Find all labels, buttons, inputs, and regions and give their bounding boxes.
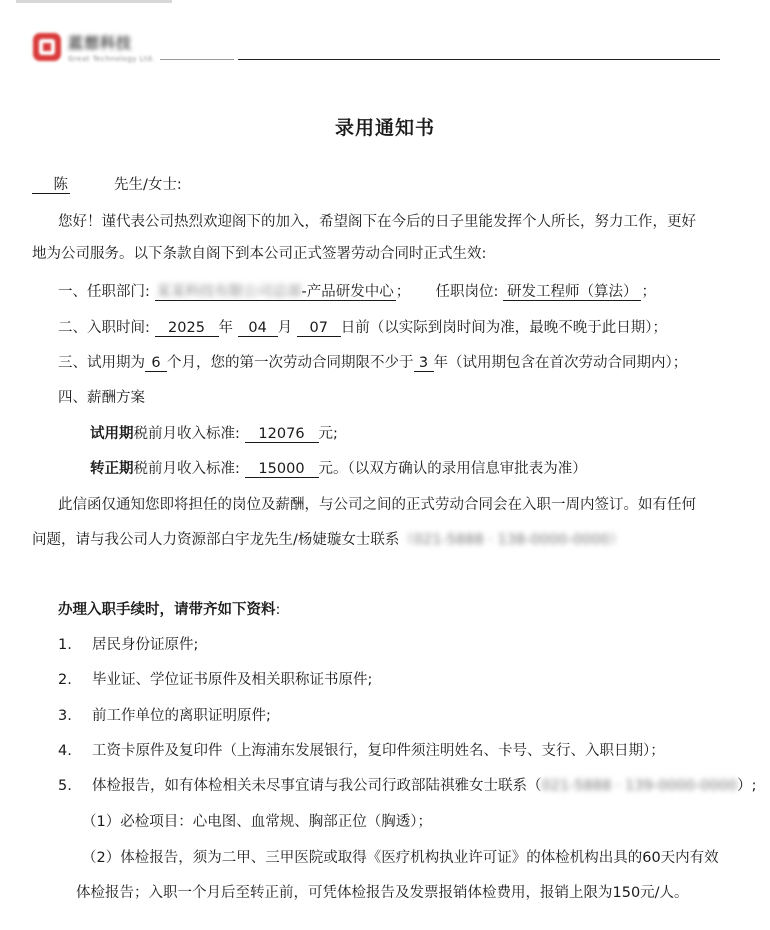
list-item: 1. 居民身份证原件; [58, 637, 199, 653]
document-title: 录用通知书 [334, 117, 435, 139]
probation-salary: 试用期税前月收入标准: 12076 元; [90, 426, 338, 442]
header-rule [238, 59, 720, 60]
item-probation: 三、试用期为 6 个月，您的第一次劳动合同期限不少于 3 年（试用期包含在首次劳动合同期内）； [58, 355, 688, 371]
item-salary-heading: 四、薪酬方案 [58, 390, 145, 406]
item-department: 一、任职部门: 某某科技有限公司总部-产品研发中心 ； 任职岗位: 研发工程师（算法） ； [58, 284, 656, 300]
item-start-date: 二、入职时间: 2025 年 04 月 07 日前（以实际到岗时间为准，最晚不晚于此日期）； [58, 320, 667, 336]
position-label: 任职岗位: [435, 284, 499, 300]
header-dash [160, 59, 234, 60]
list-item: 5. 体检报告，如有体检相关未尽事宜请与我公司行政部陆祺雅女士联系（021-5888 · 139-0000-0000）; [58, 778, 757, 794]
salutation [32, 173, 182, 194]
start-year: 2025 [155, 320, 219, 337]
company-name: 蓝想科技 [68, 33, 133, 52]
department-blurred: 某某科技有限公司总部 [156, 284, 302, 300]
top-edge-bar [16, 0, 172, 3]
regular-salary: 转正期税前月收入标准: 15000 元。（以双方确认的录用信息审批表为准） [90, 461, 587, 477]
hr-contact-blurred: （021-5888 · 138-0000-0000） [399, 532, 624, 548]
admin-contact-blurred: 021-5888 · 139-0000-0000 [541, 778, 738, 794]
notice-line-1: 此信函仅通知您即将担任的岗位及薪酬，与公司之间的正式劳动合同会在入职一周内签订。如有任何 [58, 497, 696, 513]
exam-report-line-1: （2）体检报告，须为二甲、三甲医院或取得《医疗机构执业许可证》的体检机构出具的60天内有效 [82, 850, 719, 866]
start-day: 07 [297, 320, 341, 337]
materials-heading: 办理入职手续时，请带齐如下资料: [58, 602, 281, 618]
recipient-name: 陈 [32, 177, 70, 194]
probation-months: 6 [145, 355, 167, 372]
company-logo [30, 30, 155, 64]
notice-line-2: 问题，请与我公司人力资源部白宇龙先生/杨婕璇女士联系（021-5888 · 138-0000-0000） [32, 532, 624, 548]
list-item: 2. 毕业证、学位证书原件及相关职称证书原件; [58, 672, 373, 688]
list-item: 3. 前工作单位的离职证明原件; [58, 708, 271, 724]
list-item: 4. 工资卡原件及复印件（上海浦东发展银行，复印件须注明姓名、卡号、支行、入职日期）； [58, 743, 665, 759]
contract-years: 3 [414, 355, 434, 372]
salutation-suffix: 先生/女士: [114, 177, 182, 193]
probation-salary-value: 12076 [245, 426, 319, 443]
exam-items: （1）必检项目：心电图、血常规、胸部正位（胸透）； [82, 814, 432, 830]
start-month: 04 [238, 320, 278, 337]
department-name: -产品研发中心 [301, 284, 394, 300]
position-value: 研发工程师（算法） [503, 284, 642, 301]
company-logo-mark-icon [30, 30, 64, 64]
intro-line-1: 您好！谨代表公司热烈欢迎阁下的加入，希望阁下在今后的日子里能发挥个人所长，努力工作，更好 [58, 214, 696, 230]
regular-salary-value: 15000 [245, 461, 319, 478]
exam-report-line-2: 体检报告；入职一个月后至转正前，可凭体检报告及发票报销体检费用，报销上限为150元/人。 [76, 885, 689, 901]
department-field [155, 284, 396, 301]
company-subtitle: Great Technology Ltd. [68, 54, 155, 63]
intro-line-2: 地为公司服务。以下条款自阁下到本公司正式签署劳动合同时正式生效: [32, 246, 487, 262]
